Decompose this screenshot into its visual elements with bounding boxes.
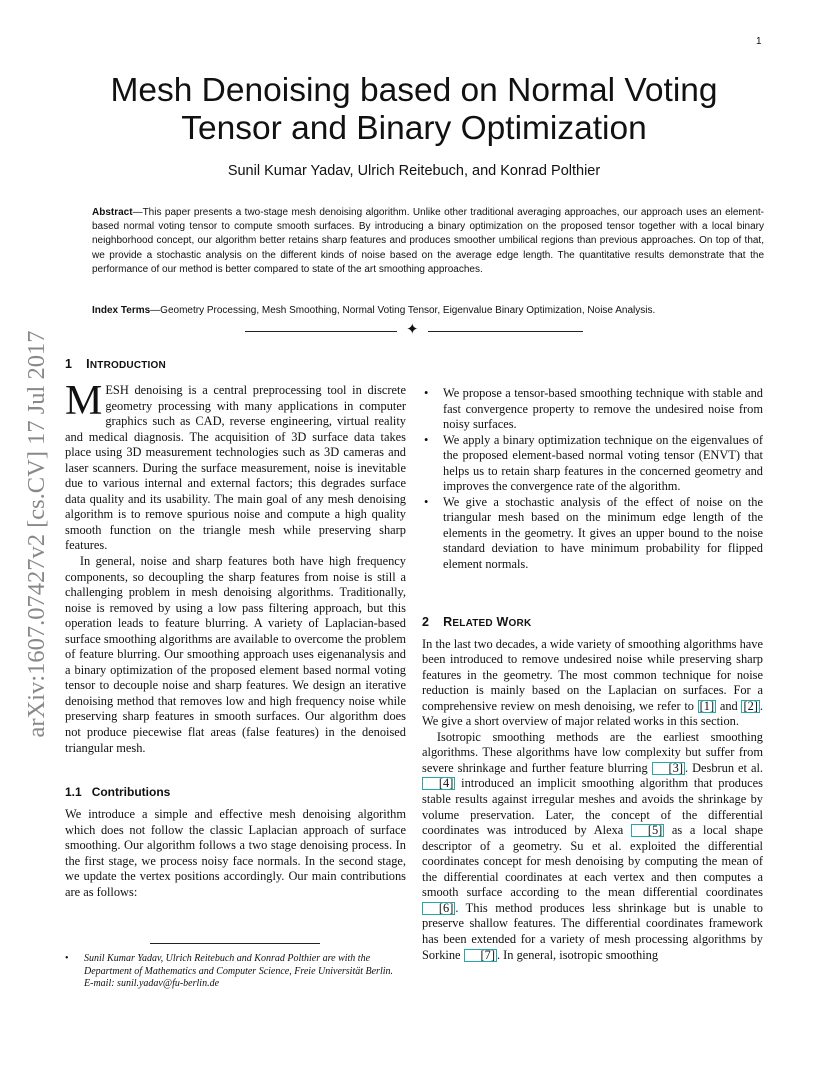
related-work-paragraph-1 xyxy=(422,637,763,730)
index-terms-label: Index Terms xyxy=(92,305,151,316)
right-column xyxy=(422,386,763,963)
first-word-rest: ESH xyxy=(105,383,129,397)
subsection-title: Contributions xyxy=(91,785,171,800)
text-run: . Desbrun et al. xyxy=(684,760,764,775)
section-title-rest: NTRODUCTION xyxy=(89,360,166,371)
abstract-text: —This paper presents a two-stage mesh denoising algorithm. Unlike other traditional averaging approaches, our approach uses an element-based normal voting tensor to compute smooth surfaces. By introducing a binary optimization on the proposed tensor together with a local binary neighborhood concept, our algorithm better retains sharp features and produces smoother umbilical regions than previous approaches. On top of that, we provide a stochastic analysis on the different kinds of noise based on the average edge length. The quantitative results demonstrate that the performance of our method is better compared to state of the art smoothing approaches. xyxy=(92,207,764,275)
section-title-rest: ORK xyxy=(508,617,532,629)
section-title-initial: W xyxy=(496,614,509,629)
page-number: 1 xyxy=(756,36,762,47)
related-work-paragraph-2 xyxy=(422,730,763,963)
arxiv-identifier: arXiv:1607.07427v2 [cs.CV] 17 Jul 2017 xyxy=(23,330,50,738)
list-item: • We apply a binary optimization technique on the eigenvalues of the proposed element-based normal voting tensor (ENVT) that helps us to retain sharp features in the concerned geometry and improves the convergence rate of the algorithm. xyxy=(422,433,763,495)
section-separator xyxy=(0,324,828,338)
abstract xyxy=(92,206,764,277)
citation-link[interactable]: [2] xyxy=(743,698,758,713)
list-item: • We give a stochastic analysis of the effect of noise on the triangular mesh based on the minimum edge length of the elements in the geometry. It gives an upper bound to the noise standard deviation to have minimum probability for flipped element normals. xyxy=(422,495,763,573)
intro-paragraph-1-text: denoising is a central preprocessing tool in discrete geometry processing with many applications in computer graphics such as CAD, reverse engineering, virtual reality and medical diagnosis. The acquisition of 3D surface data takes place using 3D measurement technologies such as 3D cameras and laser scanners. During the surface measurement, noise is inevitable due to various internal and external factors; this degrades surface data quality and its usability. The main goal of any mesh denoising algorithm is to remove spurious noise and compute a high quality smooth function on the triangle mesh while preserving sharp features. xyxy=(65,383,406,553)
citation-link[interactable]: [4] xyxy=(422,777,455,790)
paper-title: Mesh Denoising based on Normal Voting Tensor and Binary Optimization xyxy=(110,72,718,147)
footnote-email: E-mail: sunil.yadav@fu-berlin.de xyxy=(84,978,220,989)
citation-link[interactable]: [6] xyxy=(422,902,455,915)
author-list: Sunil Kumar Yadav, Ulrich Reitebuch, and Konrad Polthier xyxy=(227,163,601,179)
citation-link[interactable]: [1] xyxy=(699,698,715,713)
intro-paragraph-2: In general, noise and sharp features both have high frequency components, so decoupling the sharp features from noise is still a challenging problem in mesh denoising algorithms. Traditionally, noise is removed by using a low pass filtering approach, but this operation leads to feature blurring. A variety of Laplacian-based surface smoothing algorithms are available to overcome the problem of feature blurring. Our smoothing approach uses eigenanalysis and a binary optimization of the proposed element based normal voting tensor to decouple noise and sharp features. We design an iterative denoising method that removes low and high frequency noise while preserving sharp features in smooth surfaces. Our algorithm does not produce piecewise flat areas (false features) in the denoised triangular mesh. xyxy=(65,554,406,755)
related-work-body xyxy=(422,637,763,963)
contributions-body xyxy=(65,807,406,900)
citation-link[interactable]: [7] xyxy=(464,949,497,962)
section-number: 1 xyxy=(65,357,73,371)
section-title-initial: I xyxy=(86,357,90,371)
abstract-label: Abstract xyxy=(92,207,133,218)
footnote xyxy=(65,953,406,991)
subsection-heading-contributions xyxy=(65,785,406,799)
footnote-bullet: • xyxy=(65,953,69,964)
footnote-affiliation: Sunil Kumar Yadav, Ulrich Reitebuch and Konrad Polthier are with the Department of Mathematics and Computer Science, Freie Universität Berlin. xyxy=(84,953,394,977)
text-run: . This method produces less shrinkage but is unable to preserve shallow features. The differential coordinates framework has been extended for a variety of mesh processing algorithms by Sorkine xyxy=(422,900,763,962)
list-item: • We propose a tensor-based smoothing technique with stable and fast convergence property to remove the undesired noise from noisy surfaces. xyxy=(422,386,763,433)
intro-body xyxy=(65,378,406,756)
drop-cap: M xyxy=(65,378,103,424)
separator-ornament: ✦ xyxy=(406,322,419,338)
text-run: introduced an implicit smoothing algorithm that produces stable results against irregular meshes and avoids the shrinkage by volume preservation. Later, the concept of the differential coordinates was introduced by Alexa xyxy=(422,776,763,838)
section-heading-related-work xyxy=(422,615,763,629)
text-run: . We give a short overview of major related works in this section. xyxy=(422,698,763,729)
intro-paragraph-1 xyxy=(65,378,406,554)
separator-line-left xyxy=(245,331,397,332)
contributions-list xyxy=(422,386,763,573)
text-run: and xyxy=(716,698,742,713)
text-run: . In general, isotropic smoothing xyxy=(496,947,659,962)
citation-link[interactable]: [5] xyxy=(631,824,664,837)
footnote-rule xyxy=(150,943,320,944)
text-run: In the last two decades, a wide variety of smoothing algorithms have been introduced to remove undesired noise while preserving sharp features in the geometry. The most common technique for noise reduction is mainly based on the Laplacian on surfaces. For a comprehensive review on mesh denoising, we refer to xyxy=(422,636,763,713)
text-run: Isotropic smoothing methods are the earliest smoothing algorithms. These algorithms have low complexity but suffer from severe shrinkage and further feature blurring xyxy=(422,729,763,775)
section-title-rest: ELATED xyxy=(452,617,493,629)
section-number: 2 xyxy=(422,614,430,629)
contributions-paragraph: We introduce a simple and effective mesh denoising algorithm which does not follow the classic Laplacian approach of surface smoothing. Our algorithm follows a two stage denoising process. In the first stage, we process noisy face normals. In the second stage, we update the vertex positions accordingly. Our main contributions are as follows: xyxy=(65,807,406,899)
citation-link[interactable]: [3] xyxy=(652,762,685,775)
section-title-initial: R xyxy=(443,614,453,629)
text-run: as a local shape descriptor of a geometry. Su et al. exploited the differential coordinates concept for mesh denoising by computing the mean of the differential coordinates at each vertex and then computes a smooth surface according to the mean differential coordinates xyxy=(422,823,763,900)
section-heading-introduction xyxy=(65,357,406,371)
index-terms xyxy=(92,304,764,318)
separator-line-right xyxy=(428,331,583,332)
subsection-number: 1.1 xyxy=(65,785,82,800)
left-column xyxy=(65,357,406,900)
index-terms-text: —Geometry Processing, Mesh Smoothing, Normal Voting Tensor, Eigenvalue Binary Optimization, Noise Analysis. xyxy=(150,305,656,316)
